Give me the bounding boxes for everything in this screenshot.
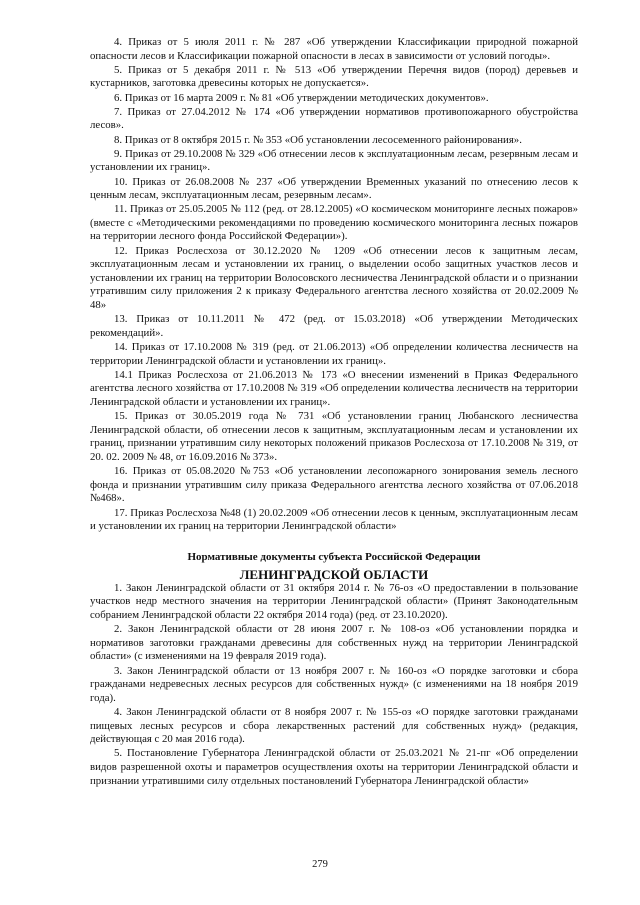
paragraph: 12. Приказ Рослесхоза от 30.12.2020 № 1209 «Об отнесении лесов к защитным лесам, эксплуатационным лесам и установлении их границ, о выделении особо защитных участков лесов и установлении их границ на территории Волосовского лесничества Ленинградской области и о признании утратившим силу приложения 2 к приказу Федерального агентства лесного хозяйства от 20.02.2009 № 48»: [90, 244, 578, 312]
paragraph: 9. Приказ от 29.10.2008 № 329 «Об отнесении лесов к эксплуатационным лесам, резервным лесам и установлении их границ».: [90, 147, 578, 174]
paragraph: 14. Приказ от 17.10.2008 № 319 (ред. от 21.06.2013) «Об определении количества лесничеств на территории Ленинградской области и установлении их границ».: [90, 341, 578, 367]
paragraph: 11. Приказ от 25.05.2005 № 112 (ред. от 28.12.2005) «О космическом мониторинге лесных пожаров» (вместе с «Методическими рекомендациями по проведению космического мониторинга лесных пожаров на территории лесного фонда Российской Федерации»).: [90, 203, 578, 243]
paragraph: 8. Приказ от 8 октября 2015 г. № 353 «Об установлении лесосеменного районирования».: [114, 133, 522, 146]
paragraph: 7. Приказ от 27.04.2012 № 174 «Об утверждении нормативов противопожарного обустройства лесов».: [90, 105, 578, 132]
paragraph: 10. Приказ от 26.08.2008 № 237 «Об утверждении Временных указаний по отнесению лесов к ценным лесам, эксплуатационным лесам, резервным лесам».: [90, 175, 578, 202]
paragraph: 15. Приказ от 30.05.2019 года № 731 «Об установлении границ Любанского лесничества Ленинградской области, об отнесении лесов к защитным, эксплуатационным лесам и установлении их границ, признании утратившим силу некоторых положений приказов Рослесхоза от 17.10.2008 № 319, от 20. 02. 2009 № 48, от 16.09.2016 № 373».: [90, 410, 578, 463]
paragraph: 1. Закон Ленинградской области от 31 октября 2014 г. № 76-оз «О предоставлении в пользование участков недр местного значения на территории Ленинградской области» (Принят Законодательным собранием Ленинградской области 22 октября 2014 года) (ред. от 23.10.2020).: [90, 581, 578, 622]
paragraph: 5. Приказ от 5 декабря 2011 г. № 513 «Об утверждении Перечня видов (пород) деревьев и кустарников, заготовка древесины которых не допускается».: [90, 63, 578, 90]
paragraph: 13. Приказ от 10.11.2011 № 472 (ред. от 15.03.2018) «Об утверждении Методических рекомендаций».: [90, 313, 578, 339]
paragraph: 4. Закон Ленинградской области от 8 ноября 2007 г. № 155-оз «О порядке заготовки гражданами пищевых лесных ресурсов и сбора лекарственных растений для собственных нужд» (редакция, действующая с 20 мая 2016 года).: [90, 706, 578, 746]
body-text: [90, 36, 578, 788]
paragraph: 3. Закон Ленинградской области от 13 ноября 2007 г. № 160-оз «О порядке заготовки и сбора гражданами недревесных лесных ресурсов для собственных нужд» (с изменениями на 18 ноября 2019 года).: [90, 664, 578, 704]
paragraph: 6. Приказ от 16 марта 2009 г. № 81 «Об утверждении методических документов».: [114, 91, 489, 104]
paragraph: 2. Закон Ленинградской области от 28 июня 2007 г. № 108-оз «Об установлении порядка и нормативов заготовки гражданами древесины для собственных нужд на территории Ленинградской области» (с изменениями на 19 февраля 2019 года).: [90, 623, 578, 663]
paragraph: 16. Приказ от 05.08.2020 №753 «Об установлении лесопожарного зонирования земель лесного фонда и признании утратившим силу приказа Федерального агентства лесного хозяйства от 07.06.2018 №468».: [90, 465, 578, 505]
paragraph: 5. Постановление Губернатора Ленинградской области от 25.03.2021 № 21-пг «Об определении видов разрешенной охоты и параметров осуществления охоты на территории Ленинградской области и признании утратившими силу отдельных постановлений Губернатора Ленинградской области»: [90, 747, 578, 787]
section-subtitle: ЛЕНИНГРАДСКОЙ ОБЛАСТИ: [239, 567, 429, 583]
paragraph: 4. Приказ от 5 июля 2011 г. № 287 «Об утверждении Классификации природной пожарной опасности лесов и Классификации пожарной опасности в лесах в зависимости от условий погоды».: [90, 36, 578, 62]
page-number: 279: [312, 859, 328, 870]
paragraph: 17. Приказ Рослесхоза №48 (1) 20.02.2009 «Об отнесении лесов к ценным, эксплуатационным лесам и установлении их границ на территории Ленинградской области»: [90, 506, 578, 533]
section-title: Нормативные документы субъекта Российской Федерации: [187, 550, 481, 563]
paragraph: 14.1 Приказ Рослесхоза от 21.06.2013 № 173 «О внесении изменений в Приказ Федерального агентства лесного хозяйства от 17.10.2008 № 319 «Об определении количества лесничеств на территории Ленинградской области и установлении их границ».: [90, 368, 578, 408]
